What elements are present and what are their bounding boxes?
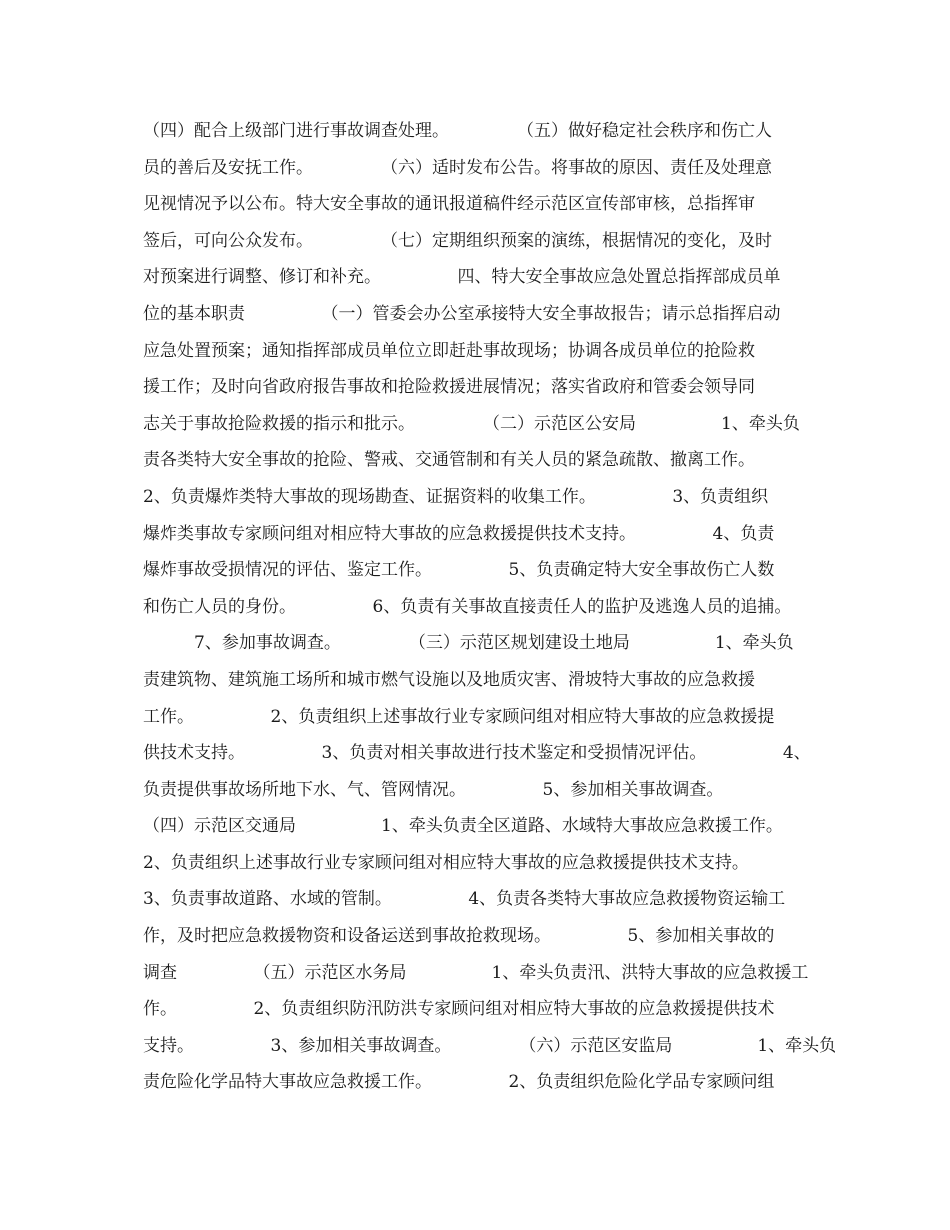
document-body	[143, 113, 837, 1101]
text-line: 援工作；及时向省政府报告事故和抢险救援进展情况；落实省政府和管委会领导同	[143, 377, 755, 398]
text-line: 责各类特大安全事故的抢险、警戒、交通管制和有关人员的紧急疏散、撤离工作。	[143, 450, 755, 471]
text-line: 志关于事故抢险救援的指示和批示。 （二）示范区公安局 1、牵头负	[143, 413, 800, 434]
text-line: 2、负责爆炸类特大事故的现场勘查、证据资料的收集工作。 3、负责组织	[143, 486, 769, 507]
text-line: 责危险化学品特大事故应急救援工作。 2、负责组织危险化学品专家顾问组	[143, 1072, 775, 1093]
text-line: 位的基本职责 （一）管委会办公室承接特大安全事故报告；请示总指挥启动	[143, 303, 781, 324]
text-line: 爆炸类事故专家顾问组对相应特大事故的应急救援提供技术支持。 4、负责	[143, 523, 775, 544]
text-line: 作。 2、负责组织防汛防洪专家顾问组对相应特大事故的应急救援提供技术	[143, 999, 775, 1020]
text-line: 签后，可向公众发布。 （七）定期组织预案的演练，根据情况的变化，及时	[143, 230, 772, 251]
text-line: 支持。 3、参加相关事故调查。 （六）示范区安监局 1、牵头负	[143, 1035, 837, 1056]
text-line: 对预案进行调整、修订和补充。 四、特大安全事故应急处置总指挥部成员单	[143, 267, 781, 288]
text-line: 负责提供事故场所地下水、气、管网情况。 5、参加相关事故调查。	[143, 779, 724, 800]
text-line: 工作。 2、负责组织上述事故行业专家顾问组对相应特大事故的应急救援提	[143, 706, 775, 727]
text-line: 应急处置预案；通知指挥部成员单位立即赶赴事故现场；协调各成员单位的抢险救	[143, 340, 755, 361]
text-line: 和伤亡人员的身份。 6、负责有关事故直接责任人的监护及逃逸人员的追捕。	[143, 596, 792, 617]
text-line: 责建筑物、建筑施工场所和城市燃气设施以及地质灾害、滑坡特大事故的应急救援	[143, 669, 755, 690]
text-line: 爆炸事故受损情况的评估、鉴定工作。 5、负责确定特大安全事故伤亡人数	[143, 560, 775, 581]
text-line: 作，及时把应急救援物资和设备运送到事故抢救现场。 5、参加相关事故的	[143, 926, 775, 947]
text-line: 员的善后及安抚工作。 （六）适时发布公告。将事故的原因、责任及处理意	[143, 157, 772, 178]
text-line: 2、负责组织上述事故行业专家顾问组对相应特大事故的应急救援提供技术支持。	[143, 852, 749, 873]
text-line: 见视情况予以公布。特大安全事故的通讯报道稿件经示范区宣传部审核，总指挥审	[143, 194, 755, 215]
text-line: 7、参加事故调查。 （三）示范区规划建设土地局 1、牵头负	[143, 633, 794, 654]
text-line: （四）配合上级部门进行事故调查处理。 （五）做好稳定社会秩序和伤亡人	[143, 121, 772, 141]
text-line: （四）示范区交通局 1、牵头负责全区道路、水域特大事故应急救援工作。	[143, 816, 783, 837]
text-line: 3、负责事故道路、水域的管制。 4、负责各类特大事故应急救援物资运输工	[143, 889, 786, 910]
text-line: 调查 （五）示范区水务局 1、牵头负责汛、洪特大事故的应急救援工	[143, 962, 809, 983]
text-line: 供技术支持。 3、负责对相关事故进行技术鉴定和受损情况评估。 4、	[143, 743, 811, 764]
